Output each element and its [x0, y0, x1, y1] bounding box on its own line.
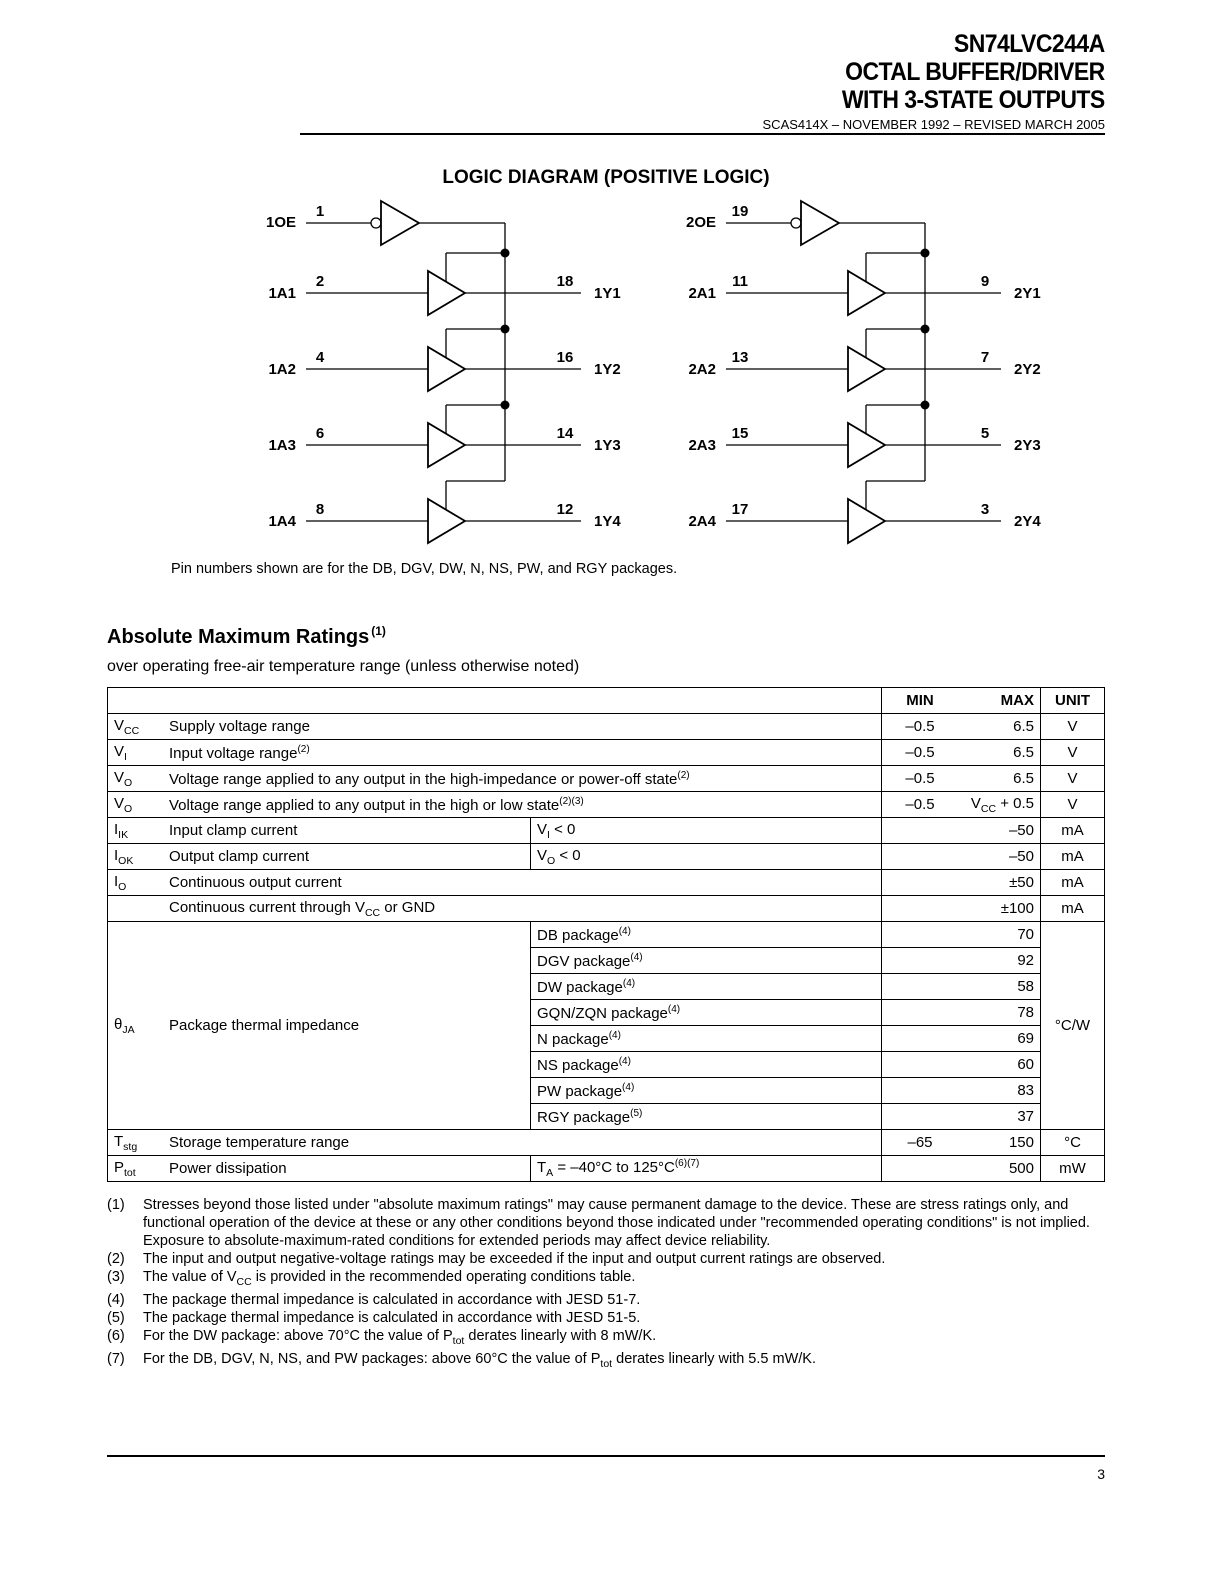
doc-id: SCAS414X – NOVEMBER 1992 – REVISED MARCH 2005	[762, 117, 1105, 132]
footnote-ref: (4)	[618, 1055, 631, 1067]
footnote	[107, 1250, 1105, 1268]
parameter-cell	[163, 818, 531, 844]
table-row	[108, 740, 1105, 766]
symbol-cell	[108, 870, 164, 896]
oe-buffer-gate	[381, 201, 419, 245]
unit-value: mW	[1059, 1160, 1086, 1177]
footnote-text: Stresses beyond those listed under "absolute maximum ratings" may cause permanent damage to the device. These are stress ratings only, and functional operation of the device at these or any other conditions beyond those indicated under "recommended operating conditions" is not implied. Exposure to absolute-maximum-rated conditions for extended periods may affect device reliability.	[143, 1197, 1090, 1249]
footnote-text-part: is provided in the recommended operating conditions table.	[251, 1269, 636, 1285]
footnote-number: (2)	[107, 1251, 125, 1267]
parameter-cell	[163, 896, 882, 922]
symbol-cell	[108, 896, 164, 922]
unit-cell	[1041, 740, 1105, 766]
input-label: 2A3	[688, 437, 716, 454]
max-cell	[958, 1026, 1041, 1052]
max-cell	[958, 974, 1041, 1000]
footnote	[107, 1268, 1105, 1291]
unit-value: V	[1067, 718, 1078, 735]
table-row	[108, 818, 1105, 844]
input-label: 1A2	[268, 361, 296, 378]
max-cell	[958, 948, 1041, 974]
max-value: 60	[1017, 1056, 1034, 1073]
max-value: 69	[1017, 1030, 1034, 1047]
table-row	[108, 714, 1105, 740]
col-unit-header: UNIT	[1041, 688, 1105, 714]
footnote-ref: (4)	[667, 1003, 681, 1015]
package-cell	[531, 1026, 882, 1052]
footnote-number: (5)	[107, 1309, 125, 1326]
footnote-ref: (4)	[622, 977, 636, 989]
symbol-cell	[108, 766, 164, 792]
min-cell	[882, 1052, 959, 1078]
unit-value: V	[1067, 770, 1078, 787]
output-label: 2Y4	[1014, 513, 1041, 530]
max-value: 6.5	[1013, 744, 1034, 761]
symbol-cell	[108, 714, 164, 740]
input-pin-number: 17	[731, 501, 749, 518]
input-pin-number: 15	[731, 425, 749, 442]
parameter-text: Input clamp current	[169, 822, 298, 839]
parameter-text: Voltage range applied to any output in the high or low state	[169, 796, 560, 814]
footnote-ref: (6)(7)	[674, 1158, 700, 1169]
junction-dot	[921, 401, 930, 410]
table-row	[108, 766, 1105, 792]
max-value: ±100	[1000, 900, 1034, 917]
parameter-text: Voltage range applied to any output in the high-impedance or power-off state	[169, 770, 678, 788]
min-cell	[882, 844, 959, 870]
output-label: 2Y3	[1014, 437, 1041, 454]
max-cell	[958, 818, 1041, 844]
unit-value: V	[1067, 796, 1078, 813]
output-pin-number: 7	[980, 349, 990, 366]
max-cell	[958, 1130, 1041, 1156]
thermal-row	[108, 922, 1105, 948]
symbol: P	[114, 1158, 125, 1176]
footnote	[107, 1327, 1105, 1350]
package-cell	[531, 1104, 882, 1130]
package-name: RGY package	[537, 1108, 631, 1126]
parameter-text: Storage temperature range	[169, 1134, 350, 1151]
footnote-text-part: derates linearly with 8 mW/K.	[464, 1327, 657, 1344]
junction-dot	[921, 249, 930, 258]
section-title	[107, 626, 386, 649]
min-value: –0.5	[905, 796, 935, 813]
footnote-text	[143, 1327, 1105, 1350]
parameter-text: Supply voltage range	[169, 718, 310, 735]
footnote-ref: (2)(3)	[559, 795, 584, 807]
oe-pin-number: 19	[731, 203, 749, 220]
max-value: 70	[1017, 926, 1034, 943]
max-value: 500	[1008, 1160, 1034, 1177]
footnote-subscript: CC	[236, 1275, 252, 1288]
input-label: 2A1	[688, 285, 716, 302]
max-cell	[958, 922, 1041, 948]
parameter-text-suffix: or GND	[380, 898, 436, 916]
unit-cell	[1041, 896, 1105, 922]
symbol-subscript: OK	[118, 854, 134, 867]
symbol-cell	[108, 792, 164, 818]
diagram-title: LOGIC DIAGRAM (POSITIVE LOGIC)	[442, 167, 770, 188]
min-cell	[882, 1000, 959, 1026]
max-value: 150	[1008, 1134, 1034, 1151]
header-blank-cell	[108, 688, 882, 714]
footnote-number: (4)	[107, 1291, 125, 1308]
symbol: θ	[114, 1015, 123, 1033]
min-cell	[882, 1156, 959, 1182]
min-cell	[882, 974, 959, 1000]
parameter-cell	[163, 1130, 882, 1156]
output-pin-number: 12	[556, 501, 574, 518]
condition-subscript: O	[547, 854, 556, 867]
output-pin-number: 16	[556, 349, 574, 366]
condition-text-suffix: < 0	[549, 820, 576, 838]
max-cell	[958, 1078, 1041, 1104]
min-cell	[882, 766, 959, 792]
footnote-number: (1)	[107, 1197, 125, 1213]
unit-cell	[1041, 1130, 1105, 1156]
condition-subscript: I	[547, 828, 550, 841]
max-cell	[958, 792, 1041, 818]
junction-dot	[501, 401, 510, 410]
header-title-line-3: WITH 3-STATE OUTPUTS	[842, 86, 1105, 114]
inversion-bubble	[371, 218, 381, 228]
condition-text: V	[537, 820, 548, 838]
footnote-text-part: The value of V	[143, 1269, 237, 1285]
footnote-ref: (4)	[630, 951, 643, 963]
condition-cell	[531, 844, 882, 870]
max-value: –50	[1008, 848, 1034, 865]
oe-label: 2OE	[685, 214, 716, 231]
input-pin-number: 2	[315, 273, 325, 290]
max-value: 6.5	[1013, 718, 1034, 735]
parameter-cell	[163, 870, 882, 896]
footnote-ref: (2)	[297, 743, 310, 755]
parameter-cell	[163, 922, 531, 1130]
output-label: 2Y1	[1014, 285, 1041, 302]
footnote	[107, 1291, 1105, 1309]
unit-cell	[1041, 792, 1105, 818]
max-value: ±50	[1009, 874, 1034, 891]
symbol-cell	[108, 844, 164, 870]
package-cell	[531, 974, 882, 1000]
package-name: DGV package	[537, 952, 631, 970]
max-cell	[958, 896, 1041, 922]
parameter-text: Continuous output current	[169, 874, 342, 891]
input-pin-number: 8	[315, 501, 325, 518]
min-cell	[882, 792, 959, 818]
diagram-note: Pin numbers shown are for the DB, DGV, DW, N, NS, PW, and RGY packages.	[171, 561, 678, 577]
unit-cell	[1041, 1156, 1105, 1182]
max-cell	[958, 1052, 1041, 1078]
package-name: GQN/ZQN package	[537, 1004, 668, 1022]
footnote-number: (3)	[107, 1269, 125, 1285]
max-cell	[958, 1000, 1041, 1026]
package-cell	[531, 948, 882, 974]
parameter-cell	[163, 1156, 531, 1182]
symbol-subscript: IK	[118, 828, 129, 841]
max-value: 83	[1017, 1082, 1034, 1099]
footnote-ref: (5)	[630, 1107, 643, 1119]
footnotes	[107, 1196, 1105, 1373]
page-number: 3	[1097, 1466, 1105, 1482]
package-cell	[531, 1078, 882, 1104]
footnote-text: The package thermal impedance is calculated in accordance with JESD 51-5.	[143, 1309, 641, 1326]
unit-value: mA	[1061, 848, 1084, 865]
section-title-ref: (1)	[371, 624, 386, 638]
package-name: DW package	[537, 978, 623, 996]
symbol-subscript: CC	[124, 724, 140, 737]
max-cell	[958, 1104, 1041, 1130]
parameter-text: Output clamp current	[169, 848, 310, 865]
unit-value: mA	[1061, 874, 1084, 891]
inversion-bubble	[791, 218, 801, 228]
max-value: 92	[1017, 952, 1034, 969]
output-pin-number: 5	[980, 425, 990, 442]
max-value: V	[970, 794, 981, 812]
footnote-number: (7)	[107, 1350, 125, 1367]
symbol-cell	[108, 1130, 164, 1156]
table-row	[108, 792, 1105, 818]
condition-text-suffix: = –40°C to 125°C	[553, 1159, 675, 1176]
symbol: V	[114, 742, 125, 760]
input-pin-number: 6	[315, 425, 325, 442]
col-max-header: MAX	[958, 688, 1041, 714]
footnote-text-part: For the DB, DGV, N, NS, and PW packages: above 60°C the value of P	[143, 1350, 601, 1367]
max-cell	[958, 1156, 1041, 1182]
min-cell	[882, 1026, 959, 1052]
symbol: I	[114, 872, 119, 890]
output-label: 2Y2	[1014, 361, 1041, 378]
unit-value: V	[1067, 744, 1078, 761]
unit-cell	[1041, 922, 1105, 1130]
unit-value: °C	[1064, 1134, 1081, 1151]
parameter-cell	[163, 766, 882, 792]
table-header-row	[108, 688, 1105, 714]
section-subtitle: over operating free-air temperature range (unless otherwise noted)	[107, 658, 580, 675]
symbol: T	[114, 1132, 124, 1150]
symbol-subscript: O	[118, 880, 127, 893]
package-name: PW package	[537, 1082, 623, 1100]
footnote	[107, 1196, 1105, 1250]
unit-cell	[1041, 766, 1105, 792]
symbol-cell	[108, 922, 164, 1130]
min-value: –65	[907, 1134, 933, 1151]
symbol-subscript: stg	[123, 1140, 138, 1153]
unit-cell	[1041, 818, 1105, 844]
input-label: 1A3	[268, 437, 296, 454]
unit-cell	[1041, 870, 1105, 896]
min-cell	[882, 896, 959, 922]
symbol: I	[114, 820, 119, 838]
parameter-cell	[163, 714, 882, 740]
symbol: I	[114, 846, 119, 864]
unit-value: °C/W	[1054, 1017, 1091, 1034]
input-pin-number: 4	[315, 349, 325, 366]
footnote-text-part: For the DW package: above 70°C the value of P	[143, 1327, 453, 1344]
footnote-subscript: tot	[600, 1357, 613, 1370]
output-pin-number: 18	[556, 273, 574, 290]
output-pin-number: 14	[556, 425, 574, 442]
oe-label: 1OE	[265, 214, 296, 231]
symbol-subscript: tot	[124, 1166, 136, 1179]
output-pin-number: 9	[980, 273, 990, 290]
package-name: NS package	[537, 1056, 619, 1074]
footnote	[107, 1309, 1105, 1327]
header-part-number: SN74LVC244A	[954, 30, 1105, 58]
ratings-table	[107, 687, 1105, 1182]
unit-value: mA	[1061, 822, 1084, 839]
max-cell	[958, 740, 1041, 766]
parameter-text: Continuous current through V	[169, 898, 365, 916]
unit-value: mA	[1061, 900, 1084, 917]
footnote-number: (6)	[107, 1327, 125, 1344]
oe-buffer-gate	[801, 201, 839, 245]
condition-cell	[531, 818, 882, 844]
symbol-subscript: I	[124, 750, 127, 763]
input-pin-number: 11	[732, 273, 748, 290]
max-value-suffix: + 0.5	[996, 794, 1034, 812]
unit-cell	[1041, 844, 1105, 870]
input-pin-number: 13	[731, 349, 749, 366]
symbol: V	[114, 794, 125, 812]
unit-cell	[1041, 714, 1105, 740]
max-value: 6.5	[1013, 770, 1034, 787]
section-title-text: Absolute Maximum Ratings	[107, 626, 370, 648]
min-cell	[882, 870, 959, 896]
min-cell	[882, 922, 959, 948]
symbol-subscript: O	[124, 802, 133, 815]
condition-text-suffix: < 0	[555, 846, 581, 864]
input-label: 2A2	[688, 361, 716, 378]
min-value: –0.5	[905, 718, 935, 735]
min-cell	[882, 1130, 959, 1156]
max-value: 58	[1017, 978, 1034, 995]
output-pin-number: 3	[980, 501, 990, 518]
min-value: –0.5	[905, 770, 935, 787]
parameter-cell	[163, 844, 531, 870]
table-row	[108, 870, 1105, 896]
condition-text: T	[537, 1159, 547, 1176]
symbol-subscript: O	[124, 776, 133, 789]
symbol: V	[114, 768, 125, 786]
footnote-subscript: tot	[452, 1334, 465, 1347]
output-label: 1Y3	[594, 437, 621, 454]
logic-diagram	[0, 0, 1224, 600]
header-title-line-2: OCTAL BUFFER/DRIVER	[845, 58, 1105, 86]
parameter-subscript: CC	[364, 906, 381, 919]
package-name: DB package	[537, 926, 619, 944]
condition-text: V	[537, 846, 548, 864]
symbol: V	[114, 716, 125, 734]
max-cell	[958, 870, 1041, 896]
junction-dot	[501, 325, 510, 334]
footnote-ref: (2)	[677, 769, 690, 781]
footnote	[107, 1350, 1105, 1373]
condition-cell	[531, 1156, 882, 1182]
package-cell	[531, 922, 882, 948]
footnote-text	[143, 1268, 1105, 1291]
footnote-text: The input and output negative-voltage ratings may be exceeded if the input and output current ratings are observed.	[143, 1251, 886, 1267]
parameter-text: Package thermal impedance	[169, 1017, 360, 1034]
max-cell	[958, 766, 1041, 792]
symbol-cell	[108, 740, 164, 766]
footer-rule	[107, 1455, 1105, 1457]
oe-pin-number: 1	[315, 203, 325, 220]
package-name: N package	[537, 1030, 609, 1048]
footnote-text	[143, 1350, 1105, 1373]
parameter-text: Power dissipation	[169, 1160, 287, 1177]
symbol-cell	[108, 1156, 164, 1182]
input-label: 2A4	[688, 513, 716, 530]
footnote-ref: (4)	[608, 1029, 621, 1041]
min-cell	[882, 740, 959, 766]
footnote-text-part: derates linearly with 5.5 mW/K.	[612, 1350, 816, 1367]
max-value: –50	[1008, 822, 1034, 839]
footnote-ref: (4)	[622, 1081, 635, 1093]
output-label: 1Y4	[594, 513, 621, 530]
symbol-subscript: JA	[122, 1023, 135, 1036]
parameter-cell	[163, 792, 882, 818]
input-label: 1A1	[268, 285, 296, 302]
max-cell	[958, 714, 1041, 740]
max-cell	[958, 844, 1041, 870]
col-min-header: MIN	[882, 688, 959, 714]
min-cell	[882, 818, 959, 844]
junction-dot	[921, 325, 930, 334]
footnote-ref: (4)	[618, 925, 631, 937]
output-label: 1Y2	[594, 361, 621, 378]
max-value: 37	[1017, 1108, 1034, 1125]
output-label: 1Y1	[594, 285, 621, 302]
parameter-cell	[163, 740, 882, 766]
min-cell	[882, 714, 959, 740]
package-cell	[531, 1000, 882, 1026]
min-cell	[882, 1078, 959, 1104]
symbol-cell	[108, 818, 164, 844]
table-row	[108, 1156, 1105, 1182]
min-cell	[882, 1104, 959, 1130]
min-value: –0.5	[905, 744, 935, 761]
min-cell	[882, 948, 959, 974]
table-row	[108, 896, 1105, 922]
input-label: 1A4	[268, 513, 296, 530]
table-row	[108, 1130, 1105, 1156]
junction-dot	[501, 249, 510, 258]
package-cell	[531, 1052, 882, 1078]
footnote-text: The package thermal impedance is calculated in accordance with JESD 51-7.	[143, 1291, 641, 1308]
max-subscript: CC	[980, 802, 997, 815]
parameter-text: Input voltage range	[169, 744, 298, 762]
table-row	[108, 844, 1105, 870]
condition-subscript: A	[546, 1167, 554, 1179]
max-value: 78	[1017, 1004, 1034, 1021]
